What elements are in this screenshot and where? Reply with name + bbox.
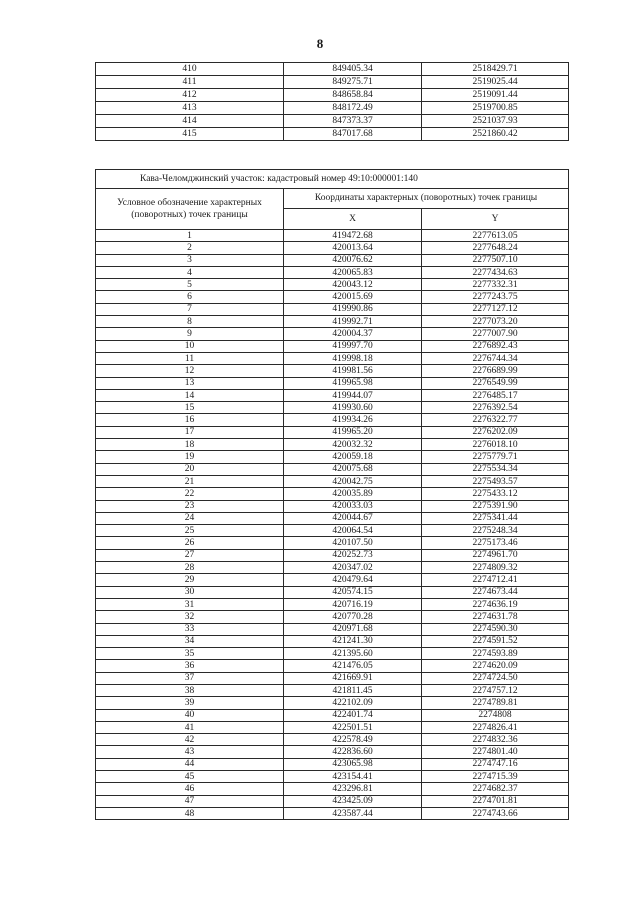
top-coordinates-table <box>95 62 569 141</box>
point-number-cell: 6 <box>96 291 284 303</box>
x-coordinate-cell: 419934.26 <box>284 414 422 426</box>
y-coordinate-cell: 2276892.43 <box>422 340 569 352</box>
x-coordinate-cell: 421395.60 <box>284 648 422 660</box>
point-number-cell: 30 <box>96 586 284 598</box>
x-coordinate-cell: 419998.18 <box>284 352 422 364</box>
y-coordinate-cell: 2277648.24 <box>422 242 569 254</box>
point-number-cell: 4 <box>96 266 284 278</box>
kava-chelomdzha-table <box>95 169 569 820</box>
x-coordinate-cell: 847373.37 <box>284 115 422 128</box>
x-coordinate-cell: 420252.73 <box>284 549 422 561</box>
x-coordinate-cell: 420065.83 <box>284 266 422 278</box>
y-coordinate-cell: 2274591.52 <box>422 635 569 647</box>
y-coordinate-cell: 2276202.09 <box>422 426 569 438</box>
point-number-cell: 9 <box>96 328 284 340</box>
point-number-cell: 14 <box>96 389 284 401</box>
point-number-cell: 24 <box>96 512 284 524</box>
point-number-cell: 3 <box>96 254 284 266</box>
y-coordinate-cell: 2275534.34 <box>422 463 569 475</box>
x-coordinate-cell: 420032.32 <box>284 439 422 451</box>
table-row <box>96 598 569 610</box>
table-row <box>96 377 569 389</box>
y-coordinate-cell: 2277434.63 <box>422 266 569 278</box>
point-number-cell: 27 <box>96 549 284 561</box>
table-row <box>96 426 569 438</box>
x-coordinate-cell: 423587.44 <box>284 807 422 819</box>
page-number: 8 <box>316 36 324 51</box>
table-row <box>96 574 569 586</box>
y-coordinate-cell: 2274590.30 <box>422 623 569 635</box>
x-coordinate-cell: 420574.15 <box>284 586 422 598</box>
table-row <box>96 328 569 340</box>
x-coordinate-cell: 419965.20 <box>284 426 422 438</box>
table-row <box>96 439 569 451</box>
y-coordinate-cell: 2519025.44 <box>422 76 569 89</box>
table-row <box>96 451 569 463</box>
table-row <box>96 512 569 524</box>
table-row <box>96 611 569 623</box>
x-coordinate-cell: 421811.45 <box>284 684 422 696</box>
y-coordinate-cell: 2274682.37 <box>422 783 569 795</box>
point-number-cell: 40 <box>96 709 284 721</box>
table-row <box>96 242 569 254</box>
table-row <box>96 672 569 684</box>
y-coordinate-cell: 2277127.12 <box>422 303 569 315</box>
point-number-cell: 411 <box>96 76 284 89</box>
point-number-cell: 13 <box>96 377 284 389</box>
y-coordinate-cell: 2275341.44 <box>422 512 569 524</box>
point-number-cell: 415 <box>96 128 284 141</box>
x-coordinate-cell: 420015.69 <box>284 291 422 303</box>
x-coordinate-cell: 420043.12 <box>284 279 422 291</box>
table-row <box>96 746 569 758</box>
table-row <box>96 660 569 672</box>
y-coordinate-cell: 2275779.71 <box>422 451 569 463</box>
point-designation-header: Условное обозначение характерных (поворотных) точек границы <box>96 189 284 230</box>
x-coordinate-cell: 420042.75 <box>284 475 422 487</box>
x-coordinate-cell: 421476.05 <box>284 660 422 672</box>
x-coordinate-cell: 419990.86 <box>284 303 422 315</box>
x-coordinate-cell: 422501.51 <box>284 721 422 733</box>
y-coordinate-cell: 2276744.34 <box>422 352 569 364</box>
table-row <box>96 102 569 115</box>
y-coordinate-cell: 2274809.32 <box>422 562 569 574</box>
y-coordinate-cell: 2274673.44 <box>422 586 569 598</box>
point-number-cell: 28 <box>96 562 284 574</box>
y-coordinate-cell: 2518429.71 <box>422 63 569 76</box>
y-coordinate-cell: 2519091.44 <box>422 89 569 102</box>
table-row <box>96 783 569 795</box>
y-coordinate-cell: 2275173.46 <box>422 537 569 549</box>
table-title: Кава-Челомджинский участок: кадастровый номер 49:10:000001:140 <box>96 170 569 189</box>
y-coordinate-cell: 2275248.34 <box>422 525 569 537</box>
x-coordinate-cell: 420075.68 <box>284 463 422 475</box>
point-number-cell: 15 <box>96 402 284 414</box>
y-coordinate-cell: 2274832.36 <box>422 734 569 746</box>
point-number-cell: 410 <box>96 63 284 76</box>
x-coordinate-cell: 420059.18 <box>284 451 422 463</box>
point-number-cell: 29 <box>96 574 284 586</box>
y-coordinate-cell: 2274743.66 <box>422 807 569 819</box>
table-row <box>96 89 569 102</box>
y-coordinate-cell: 2276485.17 <box>422 389 569 401</box>
top-table-body <box>96 63 569 141</box>
x-coordinate-cell: 422578.49 <box>284 734 422 746</box>
coordinates-header: Координаты характерных (поворотных) точек границы <box>284 189 569 209</box>
y-coordinate-cell: 2274715.39 <box>422 771 569 783</box>
y-coordinate-cell: 2277243.75 <box>422 291 569 303</box>
y-coordinate-cell: 2274701.81 <box>422 795 569 807</box>
table-row <box>96 525 569 537</box>
point-number-cell: 36 <box>96 660 284 672</box>
point-number-cell: 16 <box>96 414 284 426</box>
table-row <box>96 414 569 426</box>
table-row <box>96 266 569 278</box>
table-row <box>96 771 569 783</box>
y-coordinate-cell: 2274593.89 <box>422 648 569 660</box>
y-coordinate-cell: 2274789.81 <box>422 697 569 709</box>
table-row <box>96 500 569 512</box>
point-number-cell: 12 <box>96 365 284 377</box>
y-coordinate-cell: 2277507.10 <box>422 254 569 266</box>
x-coordinate-cell: 420716.19 <box>284 598 422 610</box>
y-coordinate-cell: 2276549.99 <box>422 377 569 389</box>
x-coordinate-cell: 419965.98 <box>284 377 422 389</box>
table-row <box>96 128 569 141</box>
x-coordinate-cell: 419997.70 <box>284 340 422 352</box>
point-number-cell: 17 <box>96 426 284 438</box>
table-row <box>96 734 569 746</box>
table-row <box>96 352 569 364</box>
y-coordinate-cell: 2274620.09 <box>422 660 569 672</box>
table-row <box>96 115 569 128</box>
y-coordinate-cell: 2277073.20 <box>422 316 569 328</box>
x-coordinate-cell: 420044.67 <box>284 512 422 524</box>
table-row <box>96 795 569 807</box>
point-number-cell: 35 <box>96 648 284 660</box>
y-coordinate-cell: 2521037.93 <box>422 115 569 128</box>
x-coordinate-cell: 420479.64 <box>284 574 422 586</box>
y-coordinate-cell: 2274631.78 <box>422 611 569 623</box>
point-number-cell: 38 <box>96 684 284 696</box>
point-number-cell: 33 <box>96 623 284 635</box>
point-number-cell: 31 <box>96 598 284 610</box>
point-number-cell: 39 <box>96 697 284 709</box>
x-coordinate-cell: 423154.41 <box>284 771 422 783</box>
point-number-cell: 41 <box>96 721 284 733</box>
y-column-header: Y <box>422 209 569 230</box>
x-coordinate-cell: 420770.28 <box>284 611 422 623</box>
x-coordinate-cell: 422401.74 <box>284 709 422 721</box>
table-row <box>96 365 569 377</box>
point-number-cell: 21 <box>96 475 284 487</box>
y-coordinate-cell: 2521860.42 <box>422 128 569 141</box>
point-number-cell: 42 <box>96 734 284 746</box>
y-coordinate-cell: 2274826.41 <box>422 721 569 733</box>
table-row <box>96 721 569 733</box>
table-row <box>96 758 569 770</box>
y-coordinate-cell: 2276322.77 <box>422 414 569 426</box>
x-coordinate-cell: 423296.81 <box>284 783 422 795</box>
table-row <box>96 648 569 660</box>
x-coordinate-cell: 421241.30 <box>284 635 422 647</box>
point-number-cell: 19 <box>96 451 284 463</box>
x-coordinate-cell: 419981.56 <box>284 365 422 377</box>
table-row <box>96 279 569 291</box>
point-number-cell: 45 <box>96 771 284 783</box>
x-column-header: X <box>284 209 422 230</box>
x-coordinate-cell: 848658.84 <box>284 89 422 102</box>
point-number-cell: 23 <box>96 500 284 512</box>
x-coordinate-cell: 419930.60 <box>284 402 422 414</box>
y-coordinate-cell: 2277613.05 <box>422 230 569 242</box>
table-row <box>96 340 569 352</box>
table-row <box>96 230 569 242</box>
table-row <box>96 709 569 721</box>
table-row <box>96 684 569 696</box>
point-number-cell: 47 <box>96 795 284 807</box>
table-row <box>96 549 569 561</box>
x-coordinate-cell: 420013.64 <box>284 242 422 254</box>
point-number-cell: 43 <box>96 746 284 758</box>
table-row <box>96 807 569 819</box>
point-number-cell: 46 <box>96 783 284 795</box>
x-coordinate-cell: 420035.89 <box>284 488 422 500</box>
x-coordinate-cell: 420076.62 <box>284 254 422 266</box>
y-coordinate-cell: 2277007.90 <box>422 328 569 340</box>
y-coordinate-cell: 2274636.19 <box>422 598 569 610</box>
y-coordinate-cell: 2274712.41 <box>422 574 569 586</box>
point-number-cell: 414 <box>96 115 284 128</box>
point-number-cell: 25 <box>96 525 284 537</box>
point-number-cell: 10 <box>96 340 284 352</box>
table-row <box>96 254 569 266</box>
y-coordinate-cell: 2275391.90 <box>422 500 569 512</box>
x-coordinate-cell: 420033.03 <box>284 500 422 512</box>
x-coordinate-cell: 420971.68 <box>284 623 422 635</box>
table-row <box>96 303 569 315</box>
x-coordinate-cell: 422836.60 <box>284 746 422 758</box>
x-coordinate-cell: 420347.02 <box>284 562 422 574</box>
x-coordinate-cell: 419472.68 <box>284 230 422 242</box>
y-coordinate-cell: 2275433.12 <box>422 488 569 500</box>
y-coordinate-cell: 2274747.16 <box>422 758 569 770</box>
point-number-cell: 44 <box>96 758 284 770</box>
point-number-cell: 413 <box>96 102 284 115</box>
point-number-cell: 37 <box>96 672 284 684</box>
x-coordinate-cell: 848172.49 <box>284 102 422 115</box>
table-row <box>96 389 569 401</box>
point-number-cell: 48 <box>96 807 284 819</box>
y-coordinate-cell: 2276392.54 <box>422 402 569 414</box>
table-row <box>96 562 569 574</box>
y-coordinate-cell: 2519700.85 <box>422 102 569 115</box>
point-number-cell: 22 <box>96 488 284 500</box>
y-coordinate-cell: 2276018.10 <box>422 439 569 451</box>
x-coordinate-cell: 423065.98 <box>284 758 422 770</box>
table-row <box>96 316 569 328</box>
point-number-cell: 412 <box>96 89 284 102</box>
table-row <box>96 76 569 89</box>
table-row <box>96 291 569 303</box>
table-row <box>96 475 569 487</box>
x-coordinate-cell: 421669.91 <box>284 672 422 684</box>
x-coordinate-cell: 419944.07 <box>284 389 422 401</box>
point-number-cell: 34 <box>96 635 284 647</box>
y-coordinate-cell: 2276689.99 <box>422 365 569 377</box>
y-coordinate-cell: 2274808 <box>422 709 569 721</box>
y-coordinate-cell: 2274724.50 <box>422 672 569 684</box>
x-coordinate-cell: 419992.71 <box>284 316 422 328</box>
table-row <box>96 537 569 549</box>
table-row <box>96 697 569 709</box>
x-coordinate-cell: 420107.50 <box>284 537 422 549</box>
point-number-cell: 18 <box>96 439 284 451</box>
table-row <box>96 402 569 414</box>
x-coordinate-cell: 849275.71 <box>284 76 422 89</box>
point-number-cell: 20 <box>96 463 284 475</box>
point-number-cell: 26 <box>96 537 284 549</box>
x-coordinate-cell: 420064.54 <box>284 525 422 537</box>
point-number-cell: 32 <box>96 611 284 623</box>
table-row <box>96 635 569 647</box>
x-coordinate-cell: 422102.09 <box>284 697 422 709</box>
point-number-cell: 7 <box>96 303 284 315</box>
point-number-cell: 1 <box>96 230 284 242</box>
x-coordinate-cell: 423425.09 <box>284 795 422 807</box>
x-coordinate-cell: 849405.34 <box>284 63 422 76</box>
point-number-cell: 5 <box>96 279 284 291</box>
x-coordinate-cell: 420004.37 <box>284 328 422 340</box>
y-coordinate-cell: 2274801.40 <box>422 746 569 758</box>
x-coordinate-cell: 847017.68 <box>284 128 422 141</box>
y-coordinate-cell: 2275493.57 <box>422 475 569 487</box>
y-coordinate-cell: 2274961.70 <box>422 549 569 561</box>
y-coordinate-cell: 2274757.12 <box>422 684 569 696</box>
table-row <box>96 623 569 635</box>
table-row <box>96 488 569 500</box>
y-coordinate-cell: 2277332.31 <box>422 279 569 291</box>
main-table-body <box>96 230 569 820</box>
table-row <box>96 63 569 76</box>
table-row <box>96 586 569 598</box>
table-row <box>96 463 569 475</box>
point-number-cell: 11 <box>96 352 284 364</box>
point-number-cell: 8 <box>96 316 284 328</box>
point-number-cell: 2 <box>96 242 284 254</box>
